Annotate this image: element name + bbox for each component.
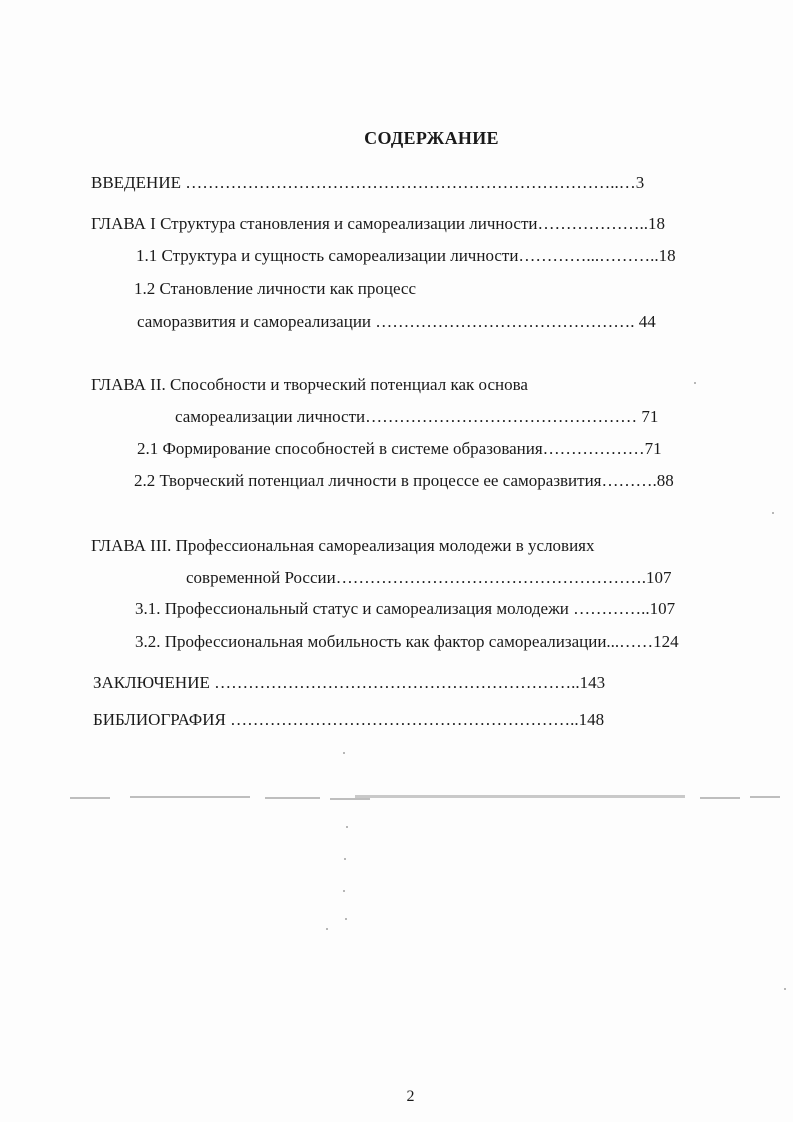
toc-entry-section-3-1: 3.1. Профессиональный статус и самореализация молодежи …………..107 [135,599,676,618]
toc-entry-section-1-1: 1.1 Структура и сущность самореализации личности…………...………..18 [136,246,676,265]
page-number: 2 [406,1088,415,1105]
toc-entry-chapter-1: ГЛАВА I Структура становления и самореализации личности………………..18 [91,214,666,233]
toc-entry-section-1-2-line-2: саморазвития и самореализации ………………………………………. 44 [137,312,656,331]
toc-entry-introduction: ВВЕДЕНИЕ …………………………………………………………………..…3 [91,173,645,192]
toc-entry-section-2-2: 2.2 Творческий потенциал личности в процессе ее саморазвития……….88 [134,471,674,490]
toc-entry-conclusion: ЗАКЛЮЧЕНИЕ ………………………………………………………..143 [93,673,606,692]
toc-entry-chapter-2-line-1: ГЛАВА II. Способности и творческий потенциал как основа [91,375,528,394]
page-title: СОДЕРЖАНИЕ [364,128,499,148]
toc-entry-section-1-2-line-1: 1.2 Становление личности как процесс [134,279,417,298]
toc-entry-bibliography: БИБЛИОГРАФИЯ ……………………………………………………..148 [93,710,605,729]
toc-entry-chapter-2-line-2: самореализации личности………………………………………… 71 [175,407,659,426]
scan-artifact-line [60,792,780,806]
toc-entry-section-3-2: 3.2. Профессиональная мобильность как фактор самореализации...……124 [135,632,679,651]
toc-entry-chapter-3-line-1: ГЛАВА III. Профессиональная самореализация молодежи в условиях [91,536,595,555]
toc-entry-chapter-3-line-2: современной России……………………………………………….107 [186,568,672,587]
toc-entry-section-2-1: 2.1 Формирование способностей в системе образования………………71 [137,439,662,458]
